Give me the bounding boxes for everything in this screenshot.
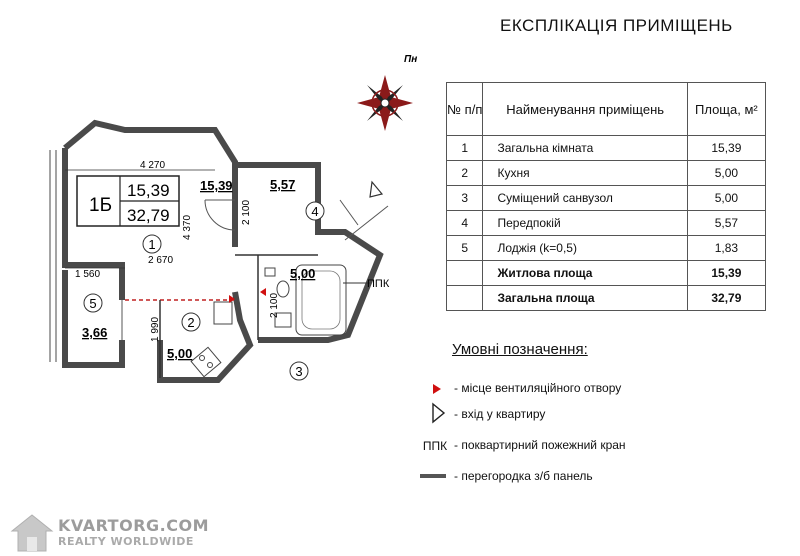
row-name: Кухня (483, 161, 687, 186)
apartment-living-area: 15,39 (127, 181, 170, 200)
row-name: Загальна кімната (483, 136, 687, 161)
row-area: 5,00 (687, 186, 765, 211)
total-area: 32,79 (687, 286, 765, 311)
table-total-row (447, 261, 766, 286)
room-3-area: 5,00 (290, 266, 316, 281)
apartment-total-area: 32,79 (127, 206, 170, 225)
room-4-area: 5,57 (270, 177, 296, 192)
watermark-line1: KVARTORG.COM (58, 516, 209, 535)
row-name: Передпокій (483, 211, 687, 236)
legend-text: - перегородка з/б панель (454, 469, 593, 483)
entrance-door (345, 206, 388, 240)
row-area: 1,83 (687, 236, 765, 261)
dim-4270: 4 270 (140, 160, 166, 171)
room-1-area: 15,39 (200, 178, 233, 193)
row-area: 5,57 (687, 211, 765, 236)
legend-item-partition (416, 468, 593, 484)
table-row (447, 161, 766, 186)
row-name: Лоджія (k=0,5) (483, 236, 687, 261)
room-5-number: 5 (89, 296, 97, 311)
room-1-number: 1 (148, 237, 156, 252)
row-area: 15,39 (687, 136, 765, 161)
row-num: 4 (447, 211, 483, 236)
table-row (447, 186, 766, 211)
legend-text: - місце вентиляційного отвору (454, 381, 622, 395)
watermark-house-icon (10, 513, 54, 553)
legend-item-ppk (416, 437, 626, 453)
room-2-area: 5,00 (167, 346, 193, 361)
table-total-row (447, 286, 766, 311)
legend-item-entrance (416, 406, 545, 422)
dim-1990: 1 990 (150, 316, 161, 342)
dim-2100-a: 2 100 (241, 199, 252, 225)
dim-4370: 4 370 (182, 214, 193, 240)
row-area: 5,00 (687, 161, 765, 186)
apartment-type: 1Б (89, 195, 113, 216)
table-row (447, 211, 766, 236)
room-5-area: 3,66 (82, 325, 108, 340)
room-4-number: 4 (311, 204, 319, 219)
windows (50, 150, 56, 362)
row-num: 3 (447, 186, 483, 211)
entrance-marker-icon (370, 182, 382, 197)
dim-2670: 2 670 (148, 255, 174, 266)
explication-table (446, 82, 766, 311)
row-name: Суміщений санвузол (483, 186, 687, 211)
dim-2100-b: 2 100 (269, 292, 280, 318)
legend-title: Умовні позначення: (452, 341, 588, 358)
total-area: 15,39 (687, 261, 765, 286)
row-num: 2 (447, 161, 483, 186)
header-num: № п/п (447, 83, 483, 136)
row-num: 5 (447, 236, 483, 261)
header-area: Площа, м² (687, 83, 765, 136)
compass-icon (357, 75, 413, 131)
compass-north-label: Пн (404, 54, 418, 65)
explication-title: ЕКСПЛІКАЦІЯ ПРИМІЩЕНЬ (500, 16, 733, 35)
dim-1560: 1 560 (75, 269, 101, 280)
table-header-row (447, 83, 766, 136)
watermark-line2: REALTY WORLDWIDE (58, 535, 194, 548)
total-name: Загальна площа (483, 286, 687, 311)
kitchen-fixtures (191, 302, 232, 377)
room-2-number: 2 (187, 315, 195, 330)
outer-walls (65, 123, 380, 380)
total-name: Житлова площа (483, 261, 687, 286)
room-3-number: 3 (295, 364, 303, 379)
ppk-label: ППК (367, 278, 390, 290)
legend-text: - вхід у квартиру (454, 407, 546, 421)
legend-ppk-symbol: ППК (422, 438, 448, 453)
table-row (447, 236, 766, 261)
table-row (447, 136, 766, 161)
legend-item-vent (416, 380, 621, 396)
legend-text: - поквартирний пожежний кран (454, 438, 626, 452)
header-name: Найменування приміщень (483, 83, 687, 136)
row-num: 1 (447, 136, 483, 161)
